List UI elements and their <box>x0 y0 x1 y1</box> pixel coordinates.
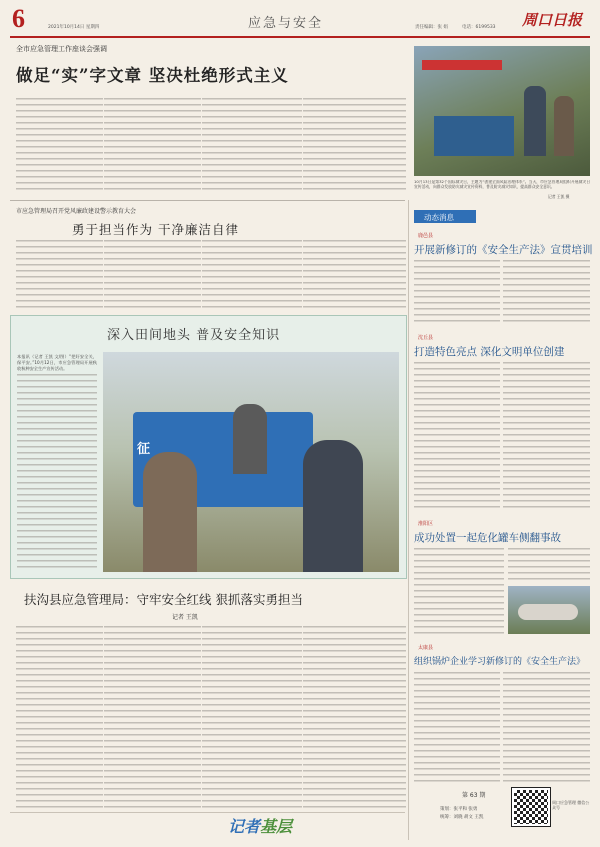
masthead-editor: 责任编辑：张 娟 <box>415 25 448 30</box>
second-story-body <box>16 240 406 310</box>
right-column-divider <box>408 200 409 840</box>
masthead-logo: 周口日报 <box>522 13 583 29</box>
top-col-divider-3 <box>302 98 303 194</box>
truck-sign: 征 <box>137 442 151 457</box>
boxed-story-headline: 深入田间地头 普及安全知识 <box>107 328 281 343</box>
top-photo-caption: 10月13日是第32个国际减灾日，主题为“创建全面风险治理体系”。当天，市应急管理局组织开展减灾日宣传活动，向群众发放防灾减灾宣传资料，普及防灾减灾知识，提高群众安全意识。 <box>414 180 590 189</box>
news-item-1-headline: 开展新修订的《安全生产法》宣贯培训 <box>414 244 593 256</box>
photo-banner <box>422 60 502 70</box>
news-item-4-headline: 组织锅炉企业学习新修订的《安全生产法》 <box>414 657 586 667</box>
boxed-story-body <box>17 374 97 570</box>
news-item-2-headline: 打造特色亮点 深化文明单位创建 <box>414 346 565 358</box>
second-story-headline: 勇于担当作为 干净廉洁自律 <box>72 222 239 237</box>
issue-date: 2021年10月14日 星期四 <box>48 25 100 30</box>
news-item-2-place: 沈丘县 <box>418 335 434 341</box>
news-item-3-body-right <box>508 548 590 582</box>
feature-col-divider-2 <box>201 626 202 808</box>
person-back <box>233 404 267 474</box>
second-col-divider-1 <box>103 240 104 310</box>
boxed-photo <box>103 352 399 572</box>
second-col-divider-3 <box>302 240 303 310</box>
top-story-headline: 做足“实”字文章 坚决杜绝形式主义 <box>16 66 289 85</box>
qr-label: 周口应急管理 微信公众号 <box>552 800 590 810</box>
top-col-divider-1 <box>103 98 104 194</box>
top-rule <box>10 200 405 201</box>
tanker-body <box>518 604 578 620</box>
second-col-divider-2 <box>201 240 202 310</box>
news-item-3-headline: 成功处置一起危化罐车侧翻事故 <box>414 532 561 544</box>
photo-person-1 <box>524 86 546 156</box>
masthead <box>0 0 600 40</box>
contact-line-1: 策划：张平和 张勇 <box>440 807 478 812</box>
feature-byline: 记者 王凯 <box>172 614 198 621</box>
top-photo-credit: 记者 王凯 摄 <box>548 194 570 199</box>
feature-headline: 扶沟县应急管理局：守牢安全红线 狠抓落实勇担当 <box>24 592 303 607</box>
masthead-tel: 电话：6199533 <box>462 25 496 30</box>
top-story-body <box>16 98 406 194</box>
photo-person-2 <box>554 96 574 156</box>
news-item-3-photo <box>508 586 590 634</box>
footer-brand-part2: 基层 <box>260 819 293 836</box>
dynamics-tab <box>414 210 476 223</box>
boxed-story <box>10 315 407 579</box>
news-item-1-gap <box>500 260 503 326</box>
top-col-divider-2 <box>201 98 202 194</box>
news-item-3-place: 淮阳区 <box>418 521 434 527</box>
news-item-3-body <box>414 548 504 634</box>
footer-brand <box>228 814 292 837</box>
news-item-4-place: 太康县 <box>418 645 434 651</box>
page-ref: 第 63 期 <box>462 792 486 799</box>
top-photo <box>414 46 590 176</box>
footer-strip <box>10 812 405 843</box>
masthead-rule <box>10 36 590 38</box>
feature-col-divider-1 <box>103 626 104 808</box>
feature-col-divider-3 <box>302 626 303 808</box>
news-item-1-place: 鹿邑县 <box>418 233 434 239</box>
dynamics-label: 动态消息 <box>424 213 454 222</box>
photo-table <box>434 116 514 156</box>
page-number: 6 <box>12 4 25 33</box>
feature-body <box>16 626 406 808</box>
person-right <box>303 440 363 572</box>
footer-brand-part1: 记者 <box>228 819 261 836</box>
news-item-4-gap <box>500 672 503 782</box>
section-title: 应急与安全 <box>248 16 324 31</box>
qr-code <box>512 788 550 826</box>
top-story-kicker: 全市应急管理工作座谈会强调 <box>16 45 107 53</box>
person-left <box>143 452 197 572</box>
second-story-kicker: 市应急管理局召开党风廉政建设警示教育大会 <box>16 208 137 215</box>
contact-line-2: 统筹：刘晓 胡文 王凯 <box>440 815 484 820</box>
boxed-story-lead: 本报讯（记者 王凯 文/图）“把好安全关，保平安。”10月12日，市应急管理局开展秋收秋种安全生产宣传活动。 <box>17 354 97 371</box>
news-item-2-gap <box>500 362 503 512</box>
